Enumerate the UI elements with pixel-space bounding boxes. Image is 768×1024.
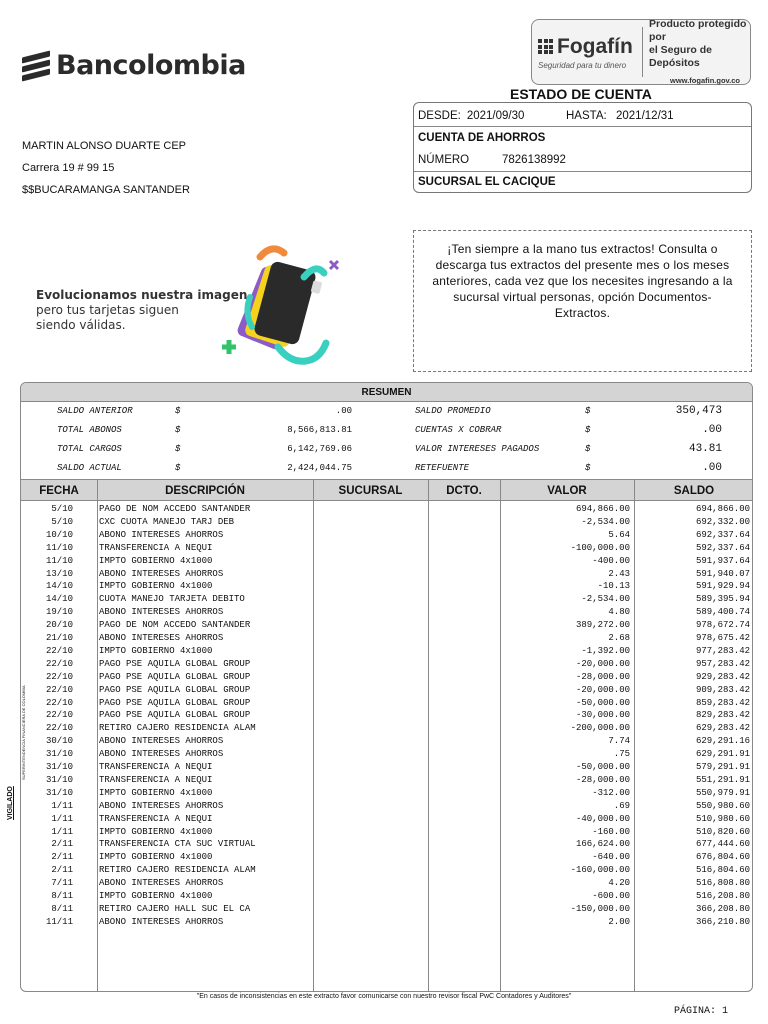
row-descripcion: TRANSFERENCIA A NEQUI bbox=[99, 762, 213, 772]
row-saldo: 550,979.91 bbox=[695, 787, 750, 798]
bancolombia-logo bbox=[22, 50, 246, 81]
row-descripcion: CXC CUOTA MANEJO TARJ DEB bbox=[99, 516, 235, 527]
row-saldo: 694,866.00 bbox=[695, 504, 750, 514]
branch-name: SUCURSAL EL CACIQUE bbox=[418, 176, 556, 188]
resumen-value: 350,473 bbox=[675, 405, 722, 417]
fogafin-brand: Fogafín bbox=[557, 34, 633, 58]
row-fecha: 10/10 bbox=[45, 529, 73, 540]
row-saldo: 516,808.80 bbox=[695, 878, 750, 889]
bank-name: Bancolombia bbox=[56, 50, 246, 81]
row-valor: -150,000.00 bbox=[570, 903, 630, 914]
row-fecha: 22/10 bbox=[45, 658, 73, 669]
row-saldo: 516,804.60 bbox=[695, 865, 750, 876]
row-descripcion: IMPTO GOBIERNO 4x1000 bbox=[99, 645, 213, 656]
resumen-currency: $ bbox=[585, 444, 591, 454]
account-info-box bbox=[413, 102, 752, 193]
row-saldo: 629,283.42 bbox=[695, 723, 750, 734]
row-valor: 2.68 bbox=[608, 633, 630, 643]
row-saldo: 589,395.94 bbox=[695, 594, 750, 605]
row-saldo: 692,332.00 bbox=[695, 516, 750, 527]
customer-address: Carrera 19 # 99 15 bbox=[22, 162, 115, 174]
fogafin-line1: Producto protegido por bbox=[649, 17, 747, 43]
row-descripcion: PAGO PSE AQUILA GLOBAL GROUP bbox=[99, 671, 251, 682]
row-fecha: 19/10 bbox=[45, 607, 73, 618]
row-saldo: 629,291.16 bbox=[695, 736, 750, 747]
row-valor: 2.00 bbox=[608, 916, 630, 927]
table-row bbox=[21, 645, 753, 658]
row-fecha: 13/10 bbox=[45, 568, 73, 579]
row-fecha: 22/10 bbox=[45, 645, 73, 656]
row-fecha: 8/11 bbox=[51, 891, 73, 901]
row-fecha: 20/10 bbox=[45, 620, 73, 631]
row-valor: -1,392.00 bbox=[581, 645, 630, 656]
row-descripcion: PAGO DE NOM ACCEDO SANTANDER bbox=[99, 504, 251, 514]
table-row bbox=[21, 916, 753, 929]
row-saldo: 550,980.60 bbox=[695, 800, 750, 811]
row-valor: -30,000.00 bbox=[575, 710, 630, 721]
row-fecha: 14/10 bbox=[45, 594, 73, 605]
table-row bbox=[21, 774, 753, 787]
card-illustration-icon bbox=[220, 243, 350, 373]
table-row bbox=[21, 748, 753, 761]
table-row bbox=[21, 606, 753, 619]
row-valor: -200,000.00 bbox=[570, 723, 630, 734]
row-saldo: 677,444.60 bbox=[695, 839, 750, 850]
row-valor: -50,000.00 bbox=[575, 762, 630, 772]
resumen-label: VALOR INTERESES PAGADOS bbox=[415, 444, 540, 454]
row-valor: 5.64 bbox=[608, 529, 630, 540]
extracts-notice: ¡Ten siempre a la mano tus extractos! Consulta o descarga tus extractos del presente mes o los meses anteriores, cada vez que los necesites ingresando a la sucursal virtual personas, opción Documentos-Extractos. bbox=[413, 230, 752, 372]
resumen-value: .00 bbox=[335, 406, 352, 416]
row-valor: 7.74 bbox=[608, 736, 630, 747]
col-dcto: DCTO. bbox=[446, 485, 482, 497]
table-row bbox=[21, 735, 753, 748]
resumen-label: SALDO ANTERIOR bbox=[57, 406, 133, 416]
row-saldo: 589,400.74 bbox=[695, 607, 750, 618]
row-saldo: 629,291.91 bbox=[695, 749, 750, 760]
fogafin-dots-icon bbox=[538, 39, 553, 54]
resumen-currency: $ bbox=[175, 444, 181, 454]
row-fecha: 1/11 bbox=[51, 826, 73, 837]
row-saldo: 977,283.42 bbox=[695, 645, 750, 656]
row-descripcion: TRANSFERENCIA A NEQUI bbox=[99, 813, 213, 824]
row-descripcion: CUOTA MANEJO TARJETA DEBITO bbox=[99, 594, 245, 605]
row-fecha: 11/11 bbox=[45, 916, 73, 927]
row-saldo: 591,940.07 bbox=[695, 568, 750, 579]
table-row bbox=[21, 503, 753, 516]
row-descripcion: ABONO INTERESES AHORROS bbox=[99, 607, 224, 618]
statement-table bbox=[20, 382, 753, 992]
resumen-left-row bbox=[21, 421, 411, 440]
row-saldo: 510,820.60 bbox=[695, 826, 750, 837]
table-row bbox=[21, 903, 753, 916]
table-row bbox=[21, 593, 753, 606]
row-valor: -2,534.00 bbox=[581, 516, 630, 527]
row-valor: -160,000.00 bbox=[570, 865, 630, 876]
row-saldo: 516,208.80 bbox=[695, 891, 750, 901]
row-saldo: 551,291.91 bbox=[695, 774, 750, 785]
row-fecha: 31/10 bbox=[45, 762, 73, 772]
table-row bbox=[21, 838, 753, 851]
table-row bbox=[21, 761, 753, 774]
resumen-currency: $ bbox=[585, 463, 591, 473]
row-saldo: 929,283.42 bbox=[695, 671, 750, 682]
row-descripcion: PAGO PSE AQUILA GLOBAL GROUP bbox=[99, 697, 251, 708]
statement-title: ESTADO DE CUENTA bbox=[510, 86, 652, 102]
footnote: "En casos de inconsistencias en este extracto favor comunicarse con nuestro revisor fiscal PwC Contadores y Auditores" bbox=[196, 993, 572, 1000]
row-saldo: 829,283.42 bbox=[695, 710, 750, 721]
row-descripcion: PAGO DE NOM ACCEDO SANTANDER bbox=[99, 620, 251, 631]
resumen-currency: $ bbox=[175, 425, 181, 435]
row-valor: -20,000.00 bbox=[575, 684, 630, 695]
row-saldo: 510,980.60 bbox=[695, 813, 750, 824]
row-valor: 166,624.00 bbox=[575, 839, 630, 850]
row-fecha: 7/11 bbox=[51, 878, 73, 889]
row-fecha: 22/10 bbox=[45, 671, 73, 682]
row-valor: -50,000.00 bbox=[575, 697, 630, 708]
row-descripcion: IMPTO GOBIERNO 4x1000 bbox=[99, 787, 213, 798]
fogafin-tagline: Seguridad para tu dinero bbox=[538, 60, 627, 70]
row-saldo: 692,337.64 bbox=[695, 529, 750, 540]
table-row bbox=[21, 542, 753, 555]
row-descripcion: ABONO INTERESES AHORROS bbox=[99, 749, 224, 760]
resumen-value: .00 bbox=[702, 462, 722, 474]
table-row bbox=[21, 826, 753, 839]
row-valor: 4.20 bbox=[608, 878, 630, 889]
row-valor: -400.00 bbox=[592, 555, 630, 566]
resumen-label: RETEFUENTE bbox=[415, 463, 470, 473]
row-fecha: 22/10 bbox=[45, 697, 73, 708]
account-number: 7826138992 bbox=[502, 154, 566, 166]
row-descripcion: ABONO INTERESES AHORROS bbox=[99, 916, 224, 927]
row-descripcion: IMPTO GOBIERNO 4x1000 bbox=[99, 555, 213, 566]
resumen-currency: $ bbox=[585, 425, 591, 435]
row-valor: -160.00 bbox=[592, 826, 630, 837]
resumen-value: 43.81 bbox=[688, 443, 722, 455]
row-descripcion: PAGO PSE AQUILA GLOBAL GROUP bbox=[99, 658, 251, 669]
row-valor: -600.00 bbox=[592, 891, 630, 901]
row-valor: -28,000.00 bbox=[575, 774, 630, 785]
resumen-right-row bbox=[411, 459, 753, 478]
resumen-label: CUENTAS X COBRAR bbox=[415, 425, 502, 435]
table-row bbox=[21, 890, 753, 903]
row-fecha: 1/11 bbox=[51, 813, 73, 824]
row-descripcion: TRANSFERENCIA A NEQUI bbox=[99, 542, 213, 553]
resumen-label: TOTAL ABONOS bbox=[57, 425, 122, 435]
table-row bbox=[21, 684, 753, 697]
row-saldo: 859,283.42 bbox=[695, 697, 750, 708]
table-row bbox=[21, 632, 753, 645]
row-descripcion: TRANSFERENCIA CTA SUC VIRTUAL bbox=[99, 839, 256, 850]
row-descripcion: RETIRO CAJERO RESIDENCIA ALAM bbox=[99, 723, 256, 734]
row-valor: -10.13 bbox=[597, 581, 630, 592]
row-fecha: 1/11 bbox=[51, 800, 73, 811]
row-saldo: 366,208.80 bbox=[695, 903, 750, 914]
row-saldo: 366,210.80 bbox=[695, 916, 750, 927]
row-fecha: 2/11 bbox=[51, 839, 73, 850]
resumen-currency: $ bbox=[175, 463, 181, 473]
row-descripcion: ABONO INTERESES AHORROS bbox=[99, 878, 224, 889]
row-saldo: 978,672.74 bbox=[695, 620, 750, 631]
row-valor: -640.00 bbox=[592, 852, 630, 863]
promo-line-1: Evolucionamos nuestra imagen bbox=[36, 288, 248, 302]
row-fecha: 22/10 bbox=[45, 684, 73, 695]
resumen-value: 6,142,769.06 bbox=[287, 444, 352, 454]
numero-label: NÚMERO bbox=[418, 154, 470, 166]
row-saldo: 592,337.64 bbox=[695, 542, 750, 553]
promo-text bbox=[36, 288, 247, 333]
row-valor: -28,000.00 bbox=[575, 671, 630, 682]
row-fecha: 22/10 bbox=[45, 723, 73, 734]
row-fecha: 5/10 bbox=[51, 516, 73, 527]
resumen-left-row bbox=[21, 440, 411, 459]
resumen-currency: $ bbox=[585, 406, 591, 416]
row-saldo: 579,291.91 bbox=[695, 762, 750, 772]
table-row bbox=[21, 580, 753, 593]
row-descripcion: PAGO PSE AQUILA GLOBAL GROUP bbox=[99, 684, 251, 695]
row-descripcion: RETIRO CAJERO RESIDENCIA ALAM bbox=[99, 865, 256, 876]
row-descripcion: ABONO INTERESES AHORROS bbox=[99, 633, 224, 643]
table-row bbox=[21, 658, 753, 671]
vigilado-label: VIGILADO bbox=[7, 786, 14, 820]
bancolombia-logo-icon bbox=[22, 51, 50, 81]
row-valor: -2,534.00 bbox=[581, 594, 630, 605]
col-saldo: SALDO bbox=[673, 485, 715, 497]
resumen-value: .00 bbox=[702, 424, 722, 436]
resumen-right-row bbox=[411, 440, 753, 459]
resumen-currency: $ bbox=[175, 406, 181, 416]
row-valor: -20,000.00 bbox=[575, 658, 630, 669]
table-row bbox=[21, 813, 753, 826]
row-valor: -40,000.00 bbox=[575, 813, 630, 824]
account-type: CUENTA DE AHORROS bbox=[418, 132, 546, 144]
desde-value: 2021/09/30 bbox=[466, 110, 525, 122]
table-row bbox=[21, 877, 753, 890]
fogafin-url: www.fogafin.gov.co bbox=[670, 75, 740, 85]
row-descripcion: IMPTO GOBIERNO 4x1000 bbox=[99, 826, 213, 837]
row-descripcion: IMPTO GOBIERNO 4x1000 bbox=[99, 852, 213, 863]
row-fecha: 21/10 bbox=[45, 633, 73, 643]
row-valor: -312.00 bbox=[592, 787, 630, 798]
col-sucursal: SUCURSAL bbox=[338, 485, 403, 497]
row-valor: .69 bbox=[613, 800, 630, 811]
fogafin-line2: el Seguro de Depósitos bbox=[649, 43, 713, 69]
row-saldo: 591,937.64 bbox=[695, 555, 750, 566]
table-row bbox=[21, 787, 753, 800]
row-fecha: 14/10 bbox=[45, 581, 73, 592]
table-row bbox=[21, 709, 753, 722]
row-descripcion: IMPTO GOBIERNO 4x1000 bbox=[99, 581, 213, 592]
row-saldo: 909,283.42 bbox=[695, 684, 750, 695]
row-descripcion: ABONO INTERESES AHORROS bbox=[99, 800, 224, 811]
row-fecha: 5/10 bbox=[51, 504, 73, 514]
row-valor: .75 bbox=[613, 749, 630, 760]
row-saldo: 676,804.60 bbox=[695, 852, 750, 863]
resumen-label: SALDO ACTUAL bbox=[57, 463, 122, 473]
row-fecha: 11/10 bbox=[45, 555, 73, 566]
row-valor: 2.43 bbox=[608, 568, 630, 579]
row-fecha: 22/10 bbox=[45, 710, 73, 721]
row-saldo: 957,283.42 bbox=[695, 658, 750, 669]
row-valor: 4.80 bbox=[608, 607, 630, 618]
table-row bbox=[21, 516, 753, 529]
hasta-label: HASTA: bbox=[566, 110, 607, 122]
hasta-value: 2021/12/31 bbox=[616, 110, 674, 122]
promo-line-2: pero tus tarjetas siguen bbox=[36, 303, 179, 317]
row-descripcion: ABONO INTERESES AHORROS bbox=[99, 568, 224, 579]
resumen-left-row bbox=[21, 402, 411, 421]
table-row bbox=[21, 529, 753, 542]
row-valor: 694,866.00 bbox=[575, 504, 630, 514]
col-descripcion: DESCRIPCIÓN bbox=[165, 485, 245, 497]
row-fecha: 31/10 bbox=[45, 749, 73, 760]
row-fecha: 31/10 bbox=[45, 787, 73, 798]
row-valor: -100,000.00 bbox=[570, 542, 630, 553]
row-valor: 389,272.00 bbox=[575, 620, 630, 631]
resumen-left-row bbox=[21, 459, 411, 478]
row-descripcion: IMPTO GOBIERNO 4x1000 bbox=[99, 891, 213, 901]
row-fecha: 31/10 bbox=[45, 774, 73, 785]
row-descripcion: RETIRO CAJERO HALL SUC EL CA bbox=[99, 903, 251, 914]
row-fecha: 11/10 bbox=[45, 542, 73, 553]
resumen-value: 2,424,044.75 bbox=[287, 463, 352, 473]
customer-city: $$BUCARAMANGA SANTANDER bbox=[22, 184, 190, 196]
row-fecha: 8/11 bbox=[51, 903, 73, 914]
table-row bbox=[21, 864, 753, 877]
col-valor: VALOR bbox=[547, 485, 587, 497]
table-row bbox=[21, 619, 753, 632]
resumen-label: TOTAL CARGOS bbox=[57, 444, 122, 454]
row-descripcion: PAGO PSE AQUILA GLOBAL GROUP bbox=[99, 710, 251, 721]
row-descripcion: ABONO INTERESES AHORROS bbox=[99, 736, 224, 747]
row-saldo: 978,675.42 bbox=[695, 633, 750, 643]
promo-line-3: siendo válidas. bbox=[36, 318, 126, 332]
row-fecha: 30/10 bbox=[45, 736, 73, 747]
vigilado-entity: SUPERINTENDENCIA FINANCIERA DE COLOMBIA bbox=[21, 685, 26, 780]
table-row bbox=[21, 671, 753, 684]
page-number: PÁGINA: 1 bbox=[673, 1006, 728, 1017]
row-descripcion: TRANSFERENCIA A NEQUI bbox=[99, 774, 213, 785]
table-header bbox=[21, 479, 753, 501]
customer-name: MARTIN ALONSO DUARTE CEP bbox=[22, 140, 187, 152]
fogafin-seal bbox=[531, 19, 751, 85]
row-fecha: 2/11 bbox=[51, 852, 73, 863]
resumen-value: 8,566,813.81 bbox=[287, 425, 352, 435]
resumen-right-row bbox=[411, 402, 753, 421]
table-row bbox=[21, 697, 753, 710]
row-fecha: 2/11 bbox=[51, 865, 73, 876]
table-row bbox=[21, 722, 753, 735]
resumen-label: SALDO PROMEDIO bbox=[415, 406, 491, 416]
resumen-right-row bbox=[411, 421, 753, 440]
table-row bbox=[21, 800, 753, 813]
vigilado-stamp bbox=[6, 685, 28, 820]
row-descripcion: ABONO INTERESES AHORROS bbox=[99, 529, 224, 540]
table-row bbox=[21, 555, 753, 568]
row-saldo: 591,929.94 bbox=[695, 581, 750, 592]
table-row bbox=[21, 851, 753, 864]
resumen-title: RESUMEN bbox=[21, 383, 752, 402]
table-row bbox=[21, 568, 753, 581]
col-fecha: FECHA bbox=[39, 485, 79, 497]
desde-label: DESDE: bbox=[418, 110, 461, 122]
